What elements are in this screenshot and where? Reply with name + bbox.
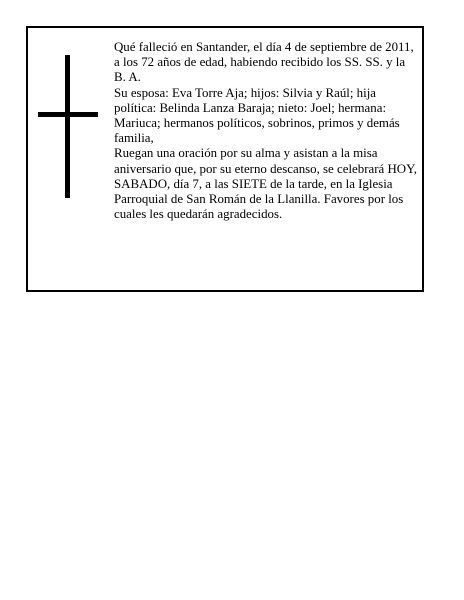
notice-text <box>114 40 420 222</box>
death-announcement-paragraph: Qué falleció en Santander, el día 4 de septiembre de 2011, a los 72 años de edad, habiendo recibido los SS. SS. y la B. A. <box>114 40 414 85</box>
cross-icon <box>38 55 98 200</box>
obituary-notice <box>26 26 424 292</box>
mass-invitation-paragraph: Ruegan una oración por su alma y asistan a la misa aniversario que, por su eterno descanso, se celebrará HOY, SABADO, día 7, a las SIETE de la tarde, en la Iglesia Parroquial de San Román de la Llanilla. Favores por los cuales les quedarán agradecidos. <box>114 146 417 222</box>
family-paragraph: Su esposa: Eva Torre Aja; hijos: Silvia y Raúl; hija política: Belinda Lanza Baraja; nieto: Joel; hermana: Mariuca; hermanos políticos, sobrinos, primos y demás familia, <box>114 85 400 146</box>
cross-horizontal-bar <box>38 112 98 117</box>
cross-vertical-bar <box>65 55 70 198</box>
